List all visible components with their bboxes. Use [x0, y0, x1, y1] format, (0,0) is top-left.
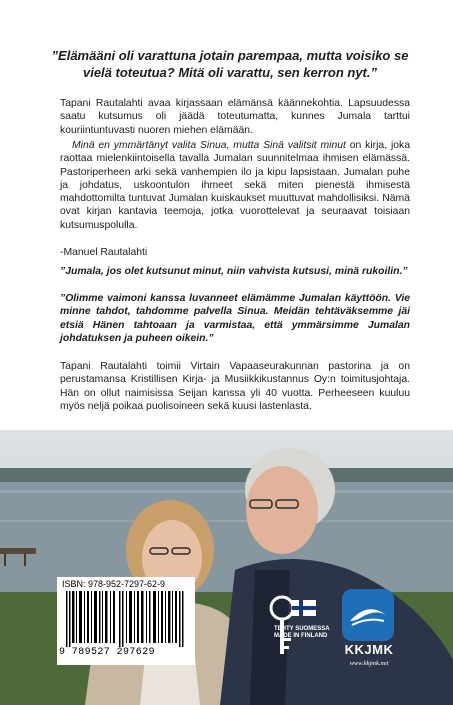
lead-quote: ”Elämääni oli varattuna jotain parempaa, mutta voisiko se vielä toteutua? Mitä oli varattu, sen kerron nyt.”	[51, 48, 409, 80]
publisher-name: KKJMK	[344, 642, 394, 657]
review-paragraph	[60, 139, 410, 232]
barcode-icon	[66, 591, 186, 647]
prayer-quote: ”Jumala, jos olet kutsunut minut, niin vahvista kutsusi, minä rukoilin.”	[60, 266, 408, 277]
made-in-finland-label: TEHTY SUOMESSA MADE IN FINLAND	[274, 626, 330, 639]
intro-paragraph: Tapani Rautalahti avaa kirjassaan elämänsä käännekohtia. Lapsuudessa saatu kutsumus oli jäädä toteutumatta, kunnes Jumala tarttui kouriintuntuvasti nuoren miehen elämään.	[60, 98, 410, 136]
couple-quote: ”Olimme vaimoni kanssa luvanneet elämämme Jumalan käyttöön. Vie minne tahdot, tahdomme palvella Sinua. Meidän tehtäväksemme jäi etsiä Hänen tahtoaan ja varmistaa, että ymmärsimme Jumalan johdatuksen ja puheen oikein.”	[60, 293, 410, 344]
isbn-label: ISBN: 978-952-7297-62-9	[62, 579, 166, 589]
review-body: on kirja, joka raottaa mielenkiintoisella tavalla Jumalan suunnitelmaa ihmisen elämässä. Pastoriperheen arki sekä vanhempien ilo ja kipu lapsistaan. Jumalan puhe ja johdatus, uskoontulon ihmeet sekä miten pienestä ihmisestä mahdottomilta tuntuvat Jumalan kuiskaukset muuttuvat mahdollisiksi. Nämä ovat kirjan kantavia teemoja, jotka vuorottelevat ja seuraavat toisiaan kutsumuspolulla.	[60, 140, 411, 231]
review-signature: -Manuel Rautalahti	[60, 247, 148, 258]
barcode-number: 9 789527 297629	[59, 647, 156, 658]
barcode-panel	[57, 577, 195, 665]
publisher-url: www.kkjmk.net	[349, 660, 389, 667]
author-bio: Tapani Rautalahti toimii Virtain Vapaaseurakunnan pastorina ja on perustamansa Kristillisen Kirja- ja Musiikkikustannus Oy:n toimitusjohtaja. Hän on ollut naimisissa Seijan kanssa yli 40 vuotta. Perheeseen kuuluu myös neljä poikaa puolisoineen sekä kuusi lastenlasta.	[60, 361, 410, 412]
book-title-inline: Minä en ymmärtänyt valita Sinua, mutta Sinä valitsit minut	[72, 140, 346, 151]
publisher-logo-icon	[340, 587, 396, 643]
